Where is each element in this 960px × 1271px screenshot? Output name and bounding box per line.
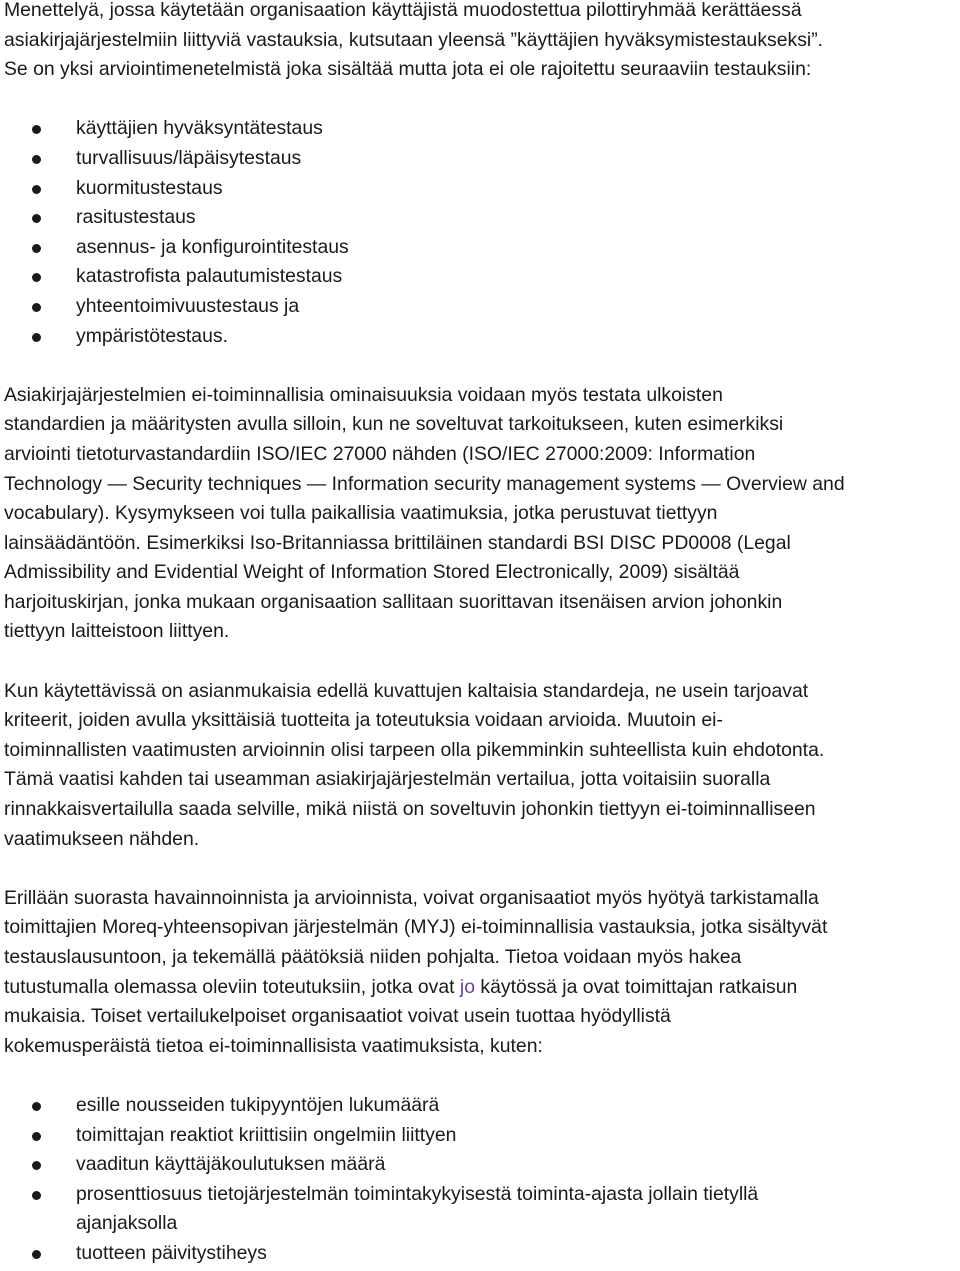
list-item: tuotteen päivitystiheys — [4, 1239, 958, 1269]
list-item: rasitustestaus — [4, 203, 958, 233]
intro-paragraph — [4, 0, 958, 85]
moreq-line: Erillään suorasta havainnoinnista ja arvioinnista, voivat organisaatiot myös hyötyä tarkistamalla — [4, 886, 819, 909]
list-item — [4, 1180, 958, 1239]
list-item: yhteentoimivuustestaus ja — [4, 292, 958, 322]
paragraph-gap — [4, 647, 958, 677]
standards-line: Technology — Security techniques — Information security management systems — Overview and — [4, 472, 845, 495]
criteria-line: vaatimukseen nähden. — [4, 827, 200, 850]
paragraph-gap — [4, 1061, 958, 1091]
moreq-line: testauslausuntoon, ja tekemällä päätöksiä niiden pohjalta. Tietoa voidaan myös hakea — [4, 946, 742, 968]
paragraph-gap — [4, 854, 958, 884]
moreq-line: mukaisia. Toiset vertailukelpoiset organisaatiot voivat usein tuottaa hyödyllistä — [4, 1005, 671, 1028]
experience-list — [4, 1091, 958, 1269]
moreq-paragraph — [4, 884, 958, 1062]
standards-paragraph — [4, 381, 958, 647]
criteria-line: Kun käytettävissä on asianmukaisia edellä kuvattujen kaltaisia standardeja, ne usein tarjoavat — [4, 679, 809, 702]
moreq-line: toimittajien Moreq-yhteensopivan järjestelmän (MYJ) ei-toiminnallisia vastauksia, jotka sisältyvät — [4, 916, 828, 939]
standards-line: Asiakirjajärjestelmien ei-toiminnallisia ominaisuuksia voidaan myös testata ulkoisten — [4, 383, 723, 406]
document-page — [4, 0, 958, 1269]
moreq-text: tutustumalla olemassa oleviin toteutuksiin, jotka ovat — [4, 975, 460, 998]
standards-line: standardien ja määritysten avulla silloin, kun ne soveltuvat tarkoitukseen, kuten esimerkiksi — [4, 413, 784, 436]
intro-line: asiakirjajärjestelmiin liittyviä vastauksia, kutsutaan yleensä ”käyttäjien hyväksymistestaukseksi”. — [4, 28, 824, 51]
standards-line: vocabulary). Kysymykseen voi tulla paikallisia vaatimuksia, jotka perustuvat tiettyyn — [4, 502, 718, 525]
list-item: katastrofista palautumistestaus — [4, 262, 958, 292]
criteria-line: toiminnallisten vaatimusten arvioinnin olisi tarpeen olla pikemminkin suhteellista kuin ehdotonta. — [4, 738, 825, 761]
list-item: toimittajan reaktiot kriittisiin ongelmiin liittyen — [4, 1121, 958, 1151]
jo-link[interactable]: jo — [459, 975, 476, 998]
moreq-text: käytössä ja ovat toimittajan ratkaisun — [475, 975, 798, 998]
criteria-line: kriteerit, joiden avulla yksittäisiä tuotteita ja toteutuksia voidaan arvioida. Muutoin ei- — [4, 709, 723, 732]
moreq-line: kokemusperäistä tietoa ei-toiminnallisista vaatimuksista, kuten: — [4, 1034, 543, 1057]
standards-line: arviointi tietoturvastandardiin ISO/IEC 27000 nähden (ISO/IEC 27000:2009: Information — [4, 442, 756, 465]
test-types-list — [4, 114, 958, 351]
paragraph-gap — [4, 85, 958, 115]
criteria-line: Tämä vaatisi kahden tai useamman asiakirjajärjestelmän vertailua, jotta voitaisiin suoralla — [4, 768, 771, 791]
list-item: vaaditun käyttäjäkoulutuksen määrä — [4, 1150, 958, 1180]
paragraph-gap — [4, 351, 958, 381]
list-item: asennus- ja konfigurointitestaus — [4, 233, 958, 263]
standards-line: Admissibility and Evidential Weight of Information Stored Electronically, 2009) sisältää — [4, 561, 740, 584]
standards-line: harjoituskirjan, jonka mukaan organisaation sallitaan suorittavan itsenäisen arvion johonkin — [4, 590, 783, 613]
list-item: ympäristötestaus. — [4, 322, 958, 352]
list-item: käyttäjien hyväksyntätestaus — [4, 114, 958, 144]
list-item: kuormitustestaus — [4, 174, 958, 204]
criteria-line: rinnakkaisvertailulla saada selville, mikä niistä on soveltuvin johonkin tiettyyn ei-toiminnalliseen — [4, 798, 816, 821]
intro-line: Se on yksi arviointimenetelmistä joka sisältää mutta jota ei ole rajoitettu seuraaviin testauksiin: — [4, 58, 812, 81]
list-item: esille nousseiden tukipyyntöjen lukumäärä — [4, 1091, 958, 1121]
criteria-paragraph — [4, 677, 958, 855]
list-item-line: ajanjaksolla — [76, 1212, 178, 1235]
moreq-line-with-link — [4, 973, 958, 1003]
standards-line: tiettyyn laitteistoon liittyen. — [4, 620, 230, 643]
list-item: turvallisuus/läpäisytestaus — [4, 144, 958, 174]
intro-line: Menettelyä, jossa käytetään organisaation käyttäjistä muodostettua pilottiryhmää kerättäessä — [4, 0, 802, 21]
list-item-line: prosenttiosuus tietojärjestelmän toimintakykyisestä toiminta-ajasta jollain tietyllä — [76, 1182, 759, 1205]
standards-line: lainsäädäntöön. Esimerkiksi Iso-Britanniassa brittiläinen standardi BSI DISC PD0008 (Legal — [4, 531, 791, 554]
